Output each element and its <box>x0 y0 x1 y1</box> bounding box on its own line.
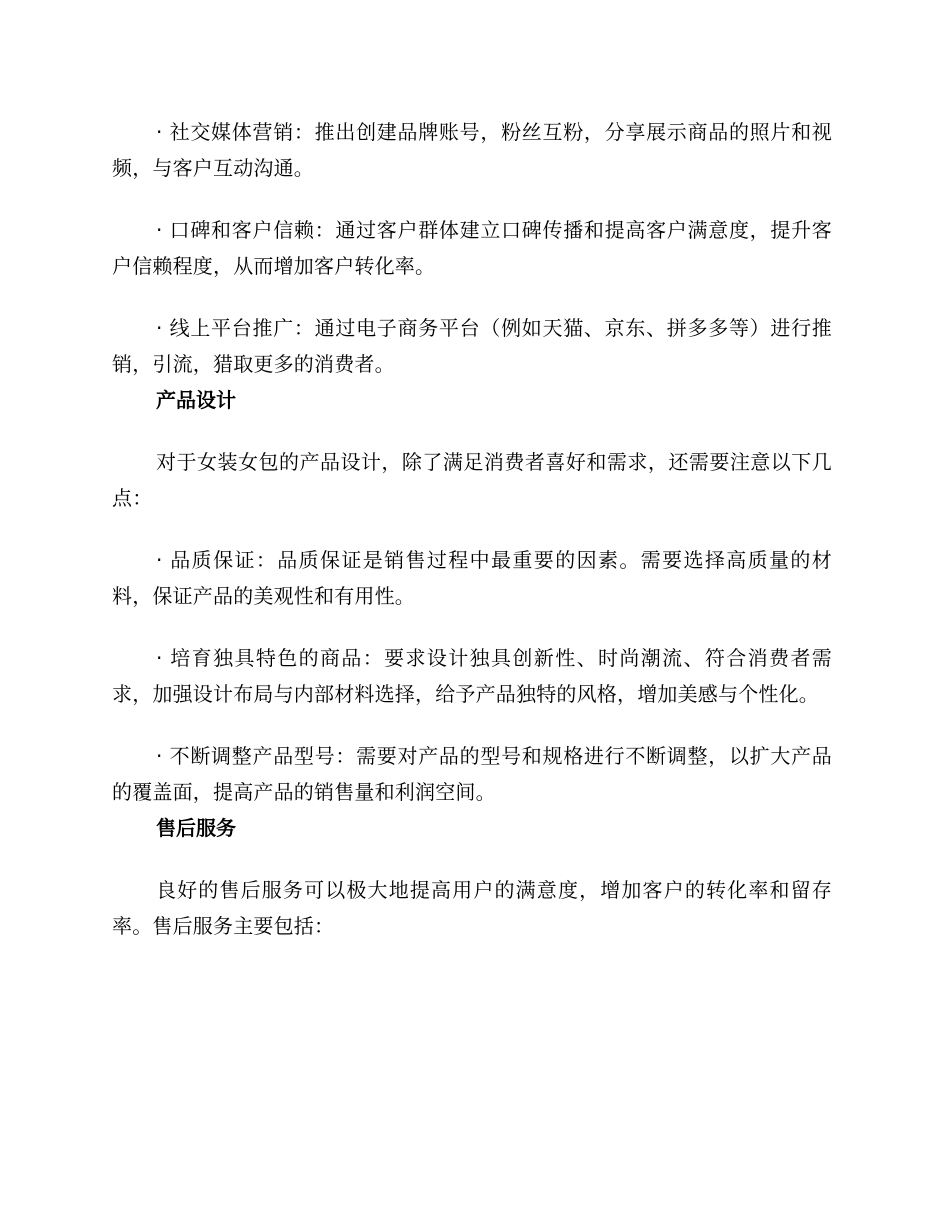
product-design-intro: 对于女装女包的产品设计，除了满足消费者喜好和需求，还需要注意以下几点： <box>112 450 832 510</box>
bullet-distinctive-products: · 培育独具特色的商品：要求设计独具创新性、时尚潮流、符合消费者需求，加强设计布局与内部材料选择，给予产品独特的风格，增加美感与个性化。 <box>112 646 832 706</box>
bullet-social-media-marketing: · 社交媒体营销：推出创建品牌账号，粉丝互粉，分享展示商品的照片和视频，与客户互动沟通。 <box>112 120 832 180</box>
bullet-word-of-mouth: · 口碑和客户信赖：通过客户群体建立口碑传播和提高客户满意度，提升客户信赖程度，从而增加客户转化率。 <box>112 218 832 278</box>
after-sales-intro: 良好的售后服务可以极大地提高用户的满意度，增加客户的转化率和留存率。售后服务主要包括： <box>112 878 832 938</box>
document-page <box>112 114 832 944</box>
section-heading-after-sales: 售后服务 <box>156 816 236 840</box>
section-heading-product-design: 产品设计 <box>156 388 236 412</box>
bullet-online-platform: · 线上平台推广：通过电子商务平台（例如天猫、京东、拼多多等）进行推销，引流，猎取更多的消费者。 <box>112 316 832 376</box>
bullet-quality-assurance: · 品质保证：品质保证是销售过程中最重要的因素。需要选择高质量的材料，保证产品的美观性和有用性。 <box>112 548 832 608</box>
bullet-adjust-models: · 不断调整产品型号：需要对产品的型号和规格进行不断调整，以扩大产品的覆盖面，提高产品的销售量和利润空间。 <box>112 744 832 804</box>
